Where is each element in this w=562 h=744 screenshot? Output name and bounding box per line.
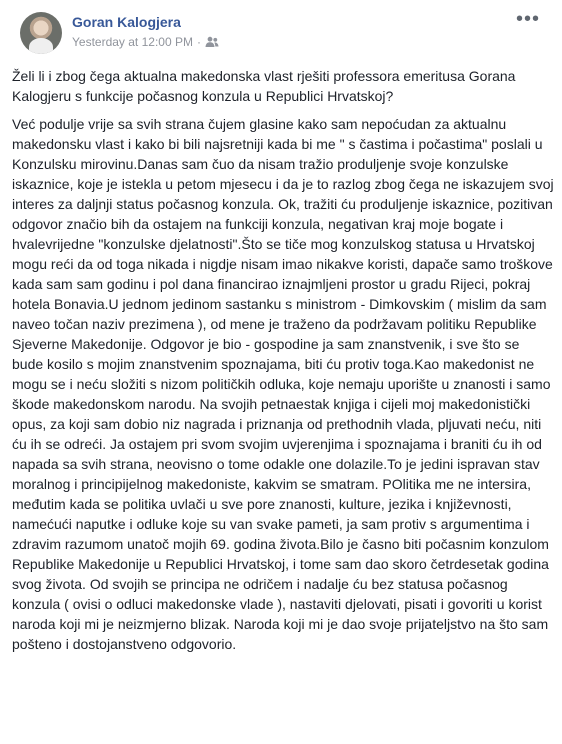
author-avatar[interactable] (20, 12, 62, 54)
post-question: Želi li i zbog čega aktualna makedonska vlast rješiti professora emeritusa Gorana Kalogjeru s funkcije počasnog konzula u Republici Hrvatskoj? (12, 68, 516, 104)
meta-separator: · (196, 35, 201, 49)
post-header (10, 0, 554, 60)
post-meta (72, 35, 219, 49)
post-body: Već podulje vrije sa svih strana čujem glasine kako sam nepoćudan za aktualnu makedonsku vlast i kako bi bili najsretniji kada bi me " s častima i počastima" poslali u Konzulsku mirovinu.Danas sam čuo da nisam tražio produljenje svoje konzulske iskaznice, koje je istekla u petom mjesecu i da je to razlog zbog čega ne iskazujem svoj interes za daljnji status počasnog konzula. Ok, tražiti ću produljenje iskaznice, pozitivan odgovor značio bih da ostajem na funkciji konzula, negativan kraj moje bogate i hvalevrijedne "konzulske djelatnosti".Što se tiče mog konzulskog statusa u Hrvatskoj mogu reći da od toga nikada i nigdje nisam imao nikakve koristi, dapače samo troškove kada sam sam godinu i pol dana financirao iznajmljeni prostor u gradu Rijeci, pokraj hotela Bonavia.U jednom jedinom sastanku s ministrom - Dimkovskim ( mislim da sam naveo točan naziv prezimena ), od mene je traženo da podržavam politiku Republike Sjeverne Makedonije. Odgovor je bio - gospodine ja sam znanstvenik, i sve što se bude kosilo s mojim znanstvenim spoznajama, biti ću protiv toga.Kao makedonist ne mogu se i neću složiti s nizom političkih odluka, koje nemaju uporište u znanosti i samo škode makedonskom narodu. Na svojih petnaestak knjiga i cijeli moj makedonistički opus, za koji sam dobio niz nagrada i priznanja od prethodnih vlada, pljuvati neću, niti ću ih se odreći. Ja ostajem pri svom svojim uvjerenjima i spoznajama i braniti ću ih od napada sa svih strana, neovisno o tome odakle one dolazile.To je jedini ispravan stav moralnog i principijelnog makedoniste, kakvim se smatram. POlitika me ne intersira, međutim kada se politika uvlači u sve pore znanosti, kulture, jezika i književnosti, namećući naputke i odluke koje su van svake pameti, ja sam protiv s argumentima i zdravim razumom unatoč mojih 69. godina života.Bilo je časno biti počasnim konzulom Republike Makedonije u Republici Hrvatskoj, i tome sam dao skoro četrdesetak godina svog života. Od svojih se principa ne odričem i nadalje ću bez statusa počasnog konzula ( ovisi o odluci makedonske vlade ), nastaviti djelovati, pisati i govoriti u korist naroda koji mi je neizmjerno blizak. Naroda koji mi je dao svoje prijateljstvo na što sam pošteno i dostojanstveno odgovorio. (12, 116, 554, 652)
friends-icon[interactable] (205, 36, 219, 48)
more-options-button[interactable]: ••• (515, 8, 540, 30)
author-name[interactable]: Goran Kalogjera (72, 14, 181, 30)
post-timestamp[interactable]: Yesterday at 12:00 PM (72, 35, 193, 49)
